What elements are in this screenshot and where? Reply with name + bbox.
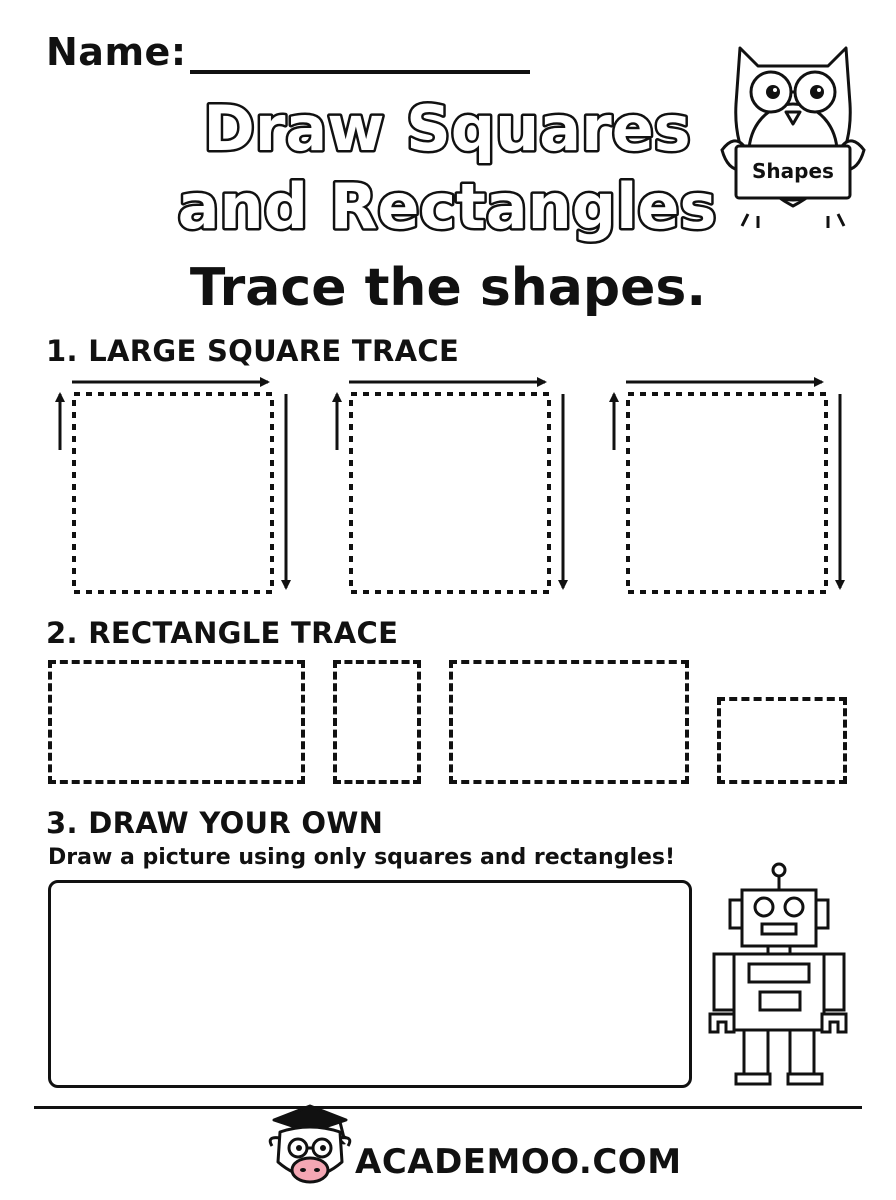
- trace-rectangle-1[interactable]: [48, 660, 305, 784]
- drawing-area[interactable]: [48, 880, 692, 1088]
- title-line-2: and Rectangles: [177, 170, 717, 243]
- cow-graduate-icon: [266, 1102, 354, 1192]
- section-2-title: 2. RECTANGLE TRACE: [46, 616, 399, 650]
- subtitle: Trace the shapes.: [189, 258, 707, 318]
- name-line[interactable]: [190, 70, 530, 74]
- owl-sign-text: Shapes: [752, 159, 834, 183]
- trace-rectangle-2[interactable]: [333, 660, 421, 784]
- trace-square-1[interactable]: [60, 382, 286, 592]
- robot-icon: [704, 860, 854, 1090]
- trace-square-2[interactable]: [337, 382, 563, 592]
- section-1-title: 1. LARGE SQUARE TRACE: [46, 334, 460, 368]
- trace-rectangle-4[interactable]: [717, 697, 847, 784]
- draw-instruction: Draw a picture using only squares and rectangles!: [48, 845, 676, 870]
- large-square-trace-area: [0, 370, 896, 600]
- owl-icon: [718, 34, 868, 234]
- name-label: Name:: [46, 30, 187, 74]
- brand-logo-text[interactable]: ACADEMOO.COM: [355, 1142, 682, 1182]
- trace-rectangle-3[interactable]: [449, 660, 689, 784]
- trace-square-3[interactable]: [614, 382, 840, 592]
- footer-divider: [34, 1106, 862, 1109]
- title-line-1: Draw Squares: [203, 92, 691, 165]
- section-3-title: 3. DRAW YOUR OWN: [46, 806, 384, 840]
- worksheet-title: [160, 92, 740, 242]
